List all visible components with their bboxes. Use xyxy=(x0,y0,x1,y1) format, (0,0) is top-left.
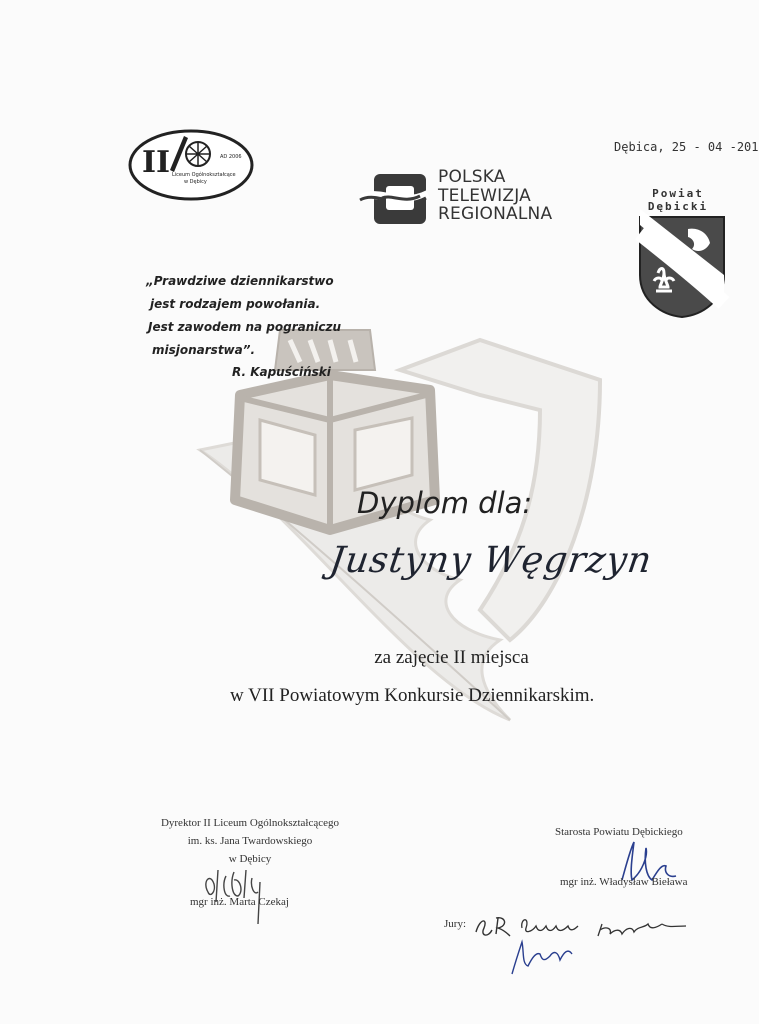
issue-date: Dębica, 25 - 04 -201 xyxy=(614,140,759,154)
tv-logo xyxy=(360,166,570,230)
quote-line2: jest rodzajem powołania. xyxy=(150,297,321,311)
director-name: mgr inż. Marta Czekaj xyxy=(190,896,289,908)
school-logo-name2: w Dębicy xyxy=(184,179,207,185)
tv-logo-line1: POLSKA xyxy=(438,167,506,187)
director-title-line1: Dyrektor II Liceum Ogólnokształcącego xyxy=(160,817,340,829)
director-block xyxy=(140,814,360,868)
county-title xyxy=(628,187,728,213)
award-reason-line1 xyxy=(0,647,739,669)
director-signature xyxy=(200,862,270,926)
director-title-line3: w Dębicy xyxy=(228,853,272,865)
starosta-title: Starosta Powiatu Dębickiego xyxy=(555,826,683,838)
recipient-name: Justyny Węgrzyn xyxy=(327,540,655,581)
quote-line1: „Prawdziwe dziennikarstwo xyxy=(146,274,334,288)
tv-logo-line3: REGIONALNA xyxy=(438,204,553,224)
award-reason-line2: w VII Powiatowym Konkursie Dziennikarskim. xyxy=(230,685,595,706)
school-logo-mark: II xyxy=(142,145,171,180)
diploma-title: Dyplom dla: xyxy=(357,486,533,520)
tv-logo-line2: TELEWIZJA xyxy=(438,185,531,206)
jury-signatures xyxy=(472,904,692,980)
quote-author: R. Kapuściński xyxy=(232,365,331,379)
county-title-line1: Powiat xyxy=(652,187,704,200)
director-title-line2: im. ks. Jana Twardowskiego xyxy=(187,835,313,847)
school-logo-year: AD 2006 xyxy=(220,154,242,160)
school-logo-name1: Liceum Ogólnokształcące xyxy=(172,172,236,178)
tv-logo-text xyxy=(438,168,552,224)
school-logo xyxy=(128,128,254,202)
coat-of-arms-icon xyxy=(638,215,726,319)
jury-label: Jury: xyxy=(444,918,466,930)
quote-line3: Jest zawodem na pograniczu xyxy=(148,320,342,334)
county-title-line2: Dębicki xyxy=(647,200,709,213)
quote-line4: misjonarstwa”. xyxy=(152,343,256,357)
award-reason-line1-text: za zajęcie II miejsca xyxy=(374,647,529,668)
tv-logo-icon xyxy=(360,168,430,228)
starosta-name: mgr inż. Władysław Bieława xyxy=(560,876,688,888)
